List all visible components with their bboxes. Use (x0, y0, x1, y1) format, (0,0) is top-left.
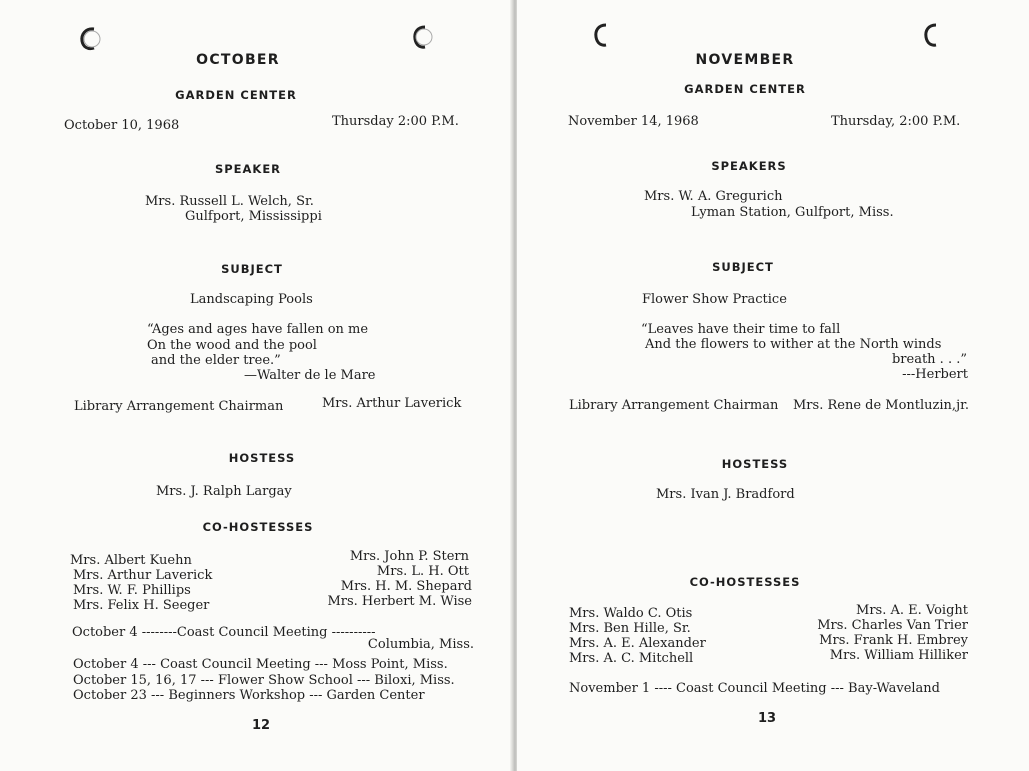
cohostesses-heading: CO-HOSTESSES (689, 575, 801, 589)
cohostess-name: Mrs. Waldo C. Otis (569, 606, 693, 621)
cohostess-name: Mrs. A. E. Alexander (569, 636, 706, 651)
speaker-name: Mrs. Russell L. Welch, Sr. (145, 194, 314, 209)
cohostess-name: Mrs. A. E. Voight (856, 603, 968, 618)
cohostess-name: Mrs. Herbert M. Wise (327, 594, 472, 609)
event-line: October 4 --------Coast Council Meeting ---------- (72, 625, 376, 640)
cohostesses-heading: CO-HOSTESSES (202, 520, 314, 534)
binder-hole-icon (591, 22, 615, 48)
cohostess-name: Mrs. W. F. Phillips (73, 583, 191, 598)
hostess-name: Mrs. J. Ralph Largay (156, 484, 292, 499)
poem-line: breath . . .” (891, 352, 967, 367)
library-chairman-label: Library Arrangement Chairman (569, 398, 779, 413)
library-chairman-name: Mrs. Arthur Laverick (322, 396, 462, 411)
hostess-heading: HOSTESS (228, 451, 296, 465)
binder-hole-icon (410, 24, 434, 50)
cohostess-name: Mrs. L. H. Ott (376, 564, 469, 579)
library-chairman-label: Library Arrangement Chairman (74, 399, 284, 414)
right-page (517, 0, 1029, 771)
poem-line: “Leaves have their time to fall (641, 322, 841, 337)
poem-line: And the flowers to wither at the North winds (645, 337, 942, 352)
library-chairman-name: Mrs. Rene de Montluzin,jr. (793, 398, 970, 413)
cohostess-name: Mrs. Albert Kuehn (70, 553, 192, 568)
meeting-date: November 14, 1968 (568, 114, 699, 129)
page-number: 12 (251, 718, 271, 733)
event-line: Columbia, Miss. (367, 637, 474, 652)
poem-author: —Walter de le Mare (244, 368, 376, 383)
poem-line: On the wood and the pool (147, 338, 317, 353)
cohostess-name: Mrs. Charles Van Trier (817, 618, 968, 633)
speaker-place: Gulfport, Mississippi (185, 209, 322, 224)
left-page (0, 0, 512, 771)
cohostess-name: Mrs. A. C. Mitchell (569, 651, 694, 666)
hostess-heading: HOSTESS (721, 457, 789, 471)
cohostess-name: Mrs. Ben Hille, Sr. (569, 621, 691, 636)
hostess-name: Mrs. Ivan J. Bradford (656, 487, 795, 502)
event-line: October 15, 16, 17 --- Flower Show School --- Biloxi, Miss. (73, 673, 455, 688)
cohostess-name: Mrs. Frank H. Embrey (819, 633, 968, 648)
event-line: October 4 --- Coast Council Meeting --- Moss Point, Miss. (73, 657, 448, 672)
speaker-name: Mrs. W. A. Gregurich (644, 189, 783, 204)
month-title: NOVEMBER (695, 52, 795, 68)
meeting-time: Thursday, 2:00 P.M. (831, 114, 961, 129)
poem-line: and the elder tree.” (151, 353, 281, 368)
cohostess-name: Mrs. William Hilliker (829, 648, 968, 663)
event-line: October 23 --- Beginners Workshop --- Garden Center (73, 688, 425, 703)
poem-line: “Ages and ages have fallen on me (147, 322, 369, 337)
poem-author: ---Herbert (902, 367, 968, 382)
subject-heading: SUBJECT (712, 260, 774, 274)
meeting-time: Thursday 2:00 P.M. (332, 114, 459, 129)
cohostess-name: Mrs. Felix H. Seeger (73, 598, 210, 613)
cohostess-name: Mrs. H. M. Shepard (340, 579, 472, 594)
subject-heading: SUBJECT (221, 262, 283, 276)
month-title: OCTOBER (196, 52, 280, 68)
speakers-heading: SPEAKERS (711, 159, 787, 173)
cohostess-name: Mrs. John P. Stern (349, 549, 469, 564)
meeting-date: October 10, 1968 (64, 118, 180, 133)
binder-hole-icon (921, 22, 945, 48)
speaker-heading: SPEAKER (214, 162, 282, 176)
page-number: 13 (757, 711, 777, 726)
subject-text: Flower Show Practice (642, 292, 787, 307)
subject-text: Landscaping Pools (190, 292, 313, 307)
speaker-place: Lyman Station, Gulfport, Miss. (691, 205, 894, 220)
binder-hole-icon (78, 26, 102, 52)
event-line: November 1 ---- Coast Council Meeting --- Bay-Waveland (569, 681, 941, 696)
location-heading: GARDEN CENTER (175, 88, 297, 102)
location-heading: GARDEN CENTER (684, 82, 806, 96)
cohostess-name: Mrs. Arthur Laverick (73, 568, 213, 583)
